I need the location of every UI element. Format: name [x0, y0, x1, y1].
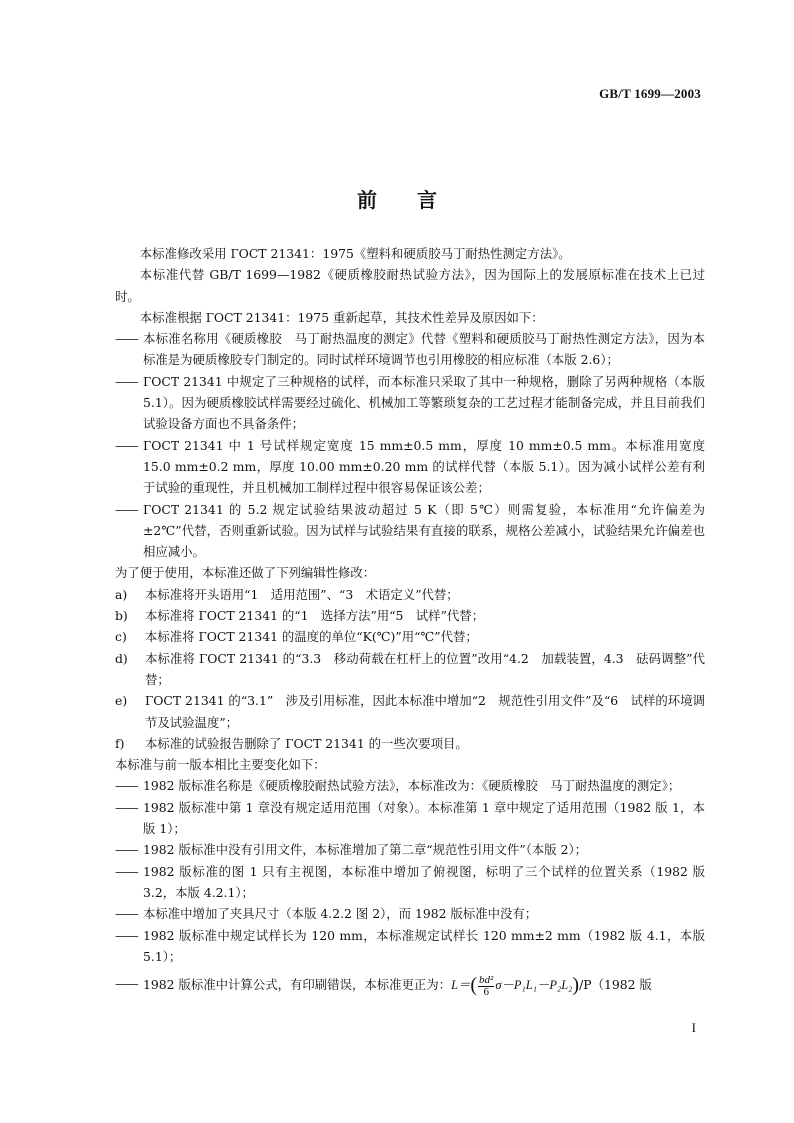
- change-item: —— 1982 版标准名称是《硬质橡胶耐热试验方法》，本标准改为：《硬质橡胶 马丁耐热温度的测定》；: [115, 778, 681, 794]
- paragraph-adoption: 本标准修改采用 ГОСТ 21341：1975《塑料和硬质胶马丁耐热性测定方法》。: [139, 246, 571, 261]
- paragraph-differences-intro: 本标准根据 ГОСТ 21341：1975 重新起草，其技术性差异及原因如下：: [139, 309, 544, 325]
- formula-tail: /P（1982 版: [579, 977, 652, 993]
- editorial-item: e) ГОСТ 21341 的“3.1” 涉及引用标准，因此本标准中增加“2 规范性引用文件”及“6 试样的环境调节及试验温度”；: [115, 693, 705, 730]
- formula: L＝( $\frac{\text{bd²}}{6}$ σ－P₁L₁－P₂L₂): [451, 973, 580, 998]
- difference-item: —— ГОСТ 21341 的 5.2 规定试验结果波动超过 5 K（即 5℃）则需复验，本标准用“允许偏差为±2℃”代替，否则重新试验。因为试样与试验结果有直接的联系，规格公差减小，试验结果允许偏差也相应减小。: [115, 501, 705, 560]
- formula-change-item: —— 1982 版标准中计算公式，有印刷错误，本标准更正为：L＝( $\frac{\text{bd²}}{6}$ σ－P₁L₁－P₂L₂)/P（1982 版: [115, 973, 652, 998]
- change-item: —— 1982 版标准中规定试样长为 120 mm，本标准规定试样长 120 mm±2 mm（1982 版 4.1，本版 5.1）；: [115, 927, 705, 964]
- formula-rest: σ－P₁L₁－P₂L₂: [495, 978, 573, 993]
- page-number: I: [691, 1020, 696, 1035]
- foreword-body: [115, 243, 705, 998]
- editorial-item: b) 本标准将 ГОСТ 21341 的“1 选择方法”用“5 试样”代替；: [115, 608, 485, 624]
- difference-item: —— ГОСТ 21341 中 1 号试样规定宽度 15 mm±0.5 mm，厚度 10 mm±0.5 mm。本标准用宽度 15.0 mm±0.2 mm，厚度 10.00 mm±0.20 mm 的试样代替（本版 5.1）。因为减小试样公差有利于试验的重现性，并且机械加工制样过程中很容易保证该公差；: [115, 437, 705, 496]
- formula-prefix: 1982 版标准中计算公式，有印刷错误，本标准更正为：: [143, 977, 452, 993]
- editorial-item: d) 本标准将 ГОСТ 21341 的“3.3 移动荷载在杠杆上的位置”改用“4.2 加载装置，4.3 砝码调整”代替；: [115, 650, 705, 687]
- changes-intro: 本标准与前一版本相比主要变化如下：: [115, 757, 326, 773]
- formula-lhs: L＝: [451, 978, 471, 993]
- standard-number: GB/T 1699—2003: [599, 86, 701, 101]
- editorial-intro: 为了便于使用，本标准还做了下列编辑性修改：: [115, 565, 376, 581]
- paragraph-replacement: 本标准代替 GB/T 1699—1982《硬质橡胶耐热试验方法》，因为国际上的发展原标准在技术上已过时。: [115, 267, 705, 304]
- formula-numerator: bd²: [479, 973, 494, 986]
- formula-fraction: [478, 975, 494, 998]
- editorial-item: f) 本标准的试验报告删除了 ГОСТ 21341 的一些次要项目。: [115, 735, 468, 751]
- editorial-item: c) 本标准将 ГОСТ 21341 的温度的单位“K(℃)”用“℃”代替；: [115, 629, 478, 645]
- page-title: 前言: [357, 188, 477, 212]
- difference-item: —— 本标准名称用《硬质橡胶 马丁耐热温度的测定》代替《塑料和硬质胶马丁耐热性测定方法》，因为本标准是为硬质橡胶专门制定的。同时试样环境调节也引用橡胶的相应标准（本版 2.6）；: [115, 331, 705, 368]
- change-item: —— 本标准中增加了夹具尺寸（本版 4.2.2 图 2），而 1982 版标准中没有；: [115, 906, 538, 922]
- difference-item: —— ГОСТ 21341 中规定了三种规格的试样，而本标准只采取了其中一种规格，删除了另两种规格（本版 5.1）。因为硬质橡胶试样需要经过硫化、机械加工等繁琐复杂的工艺过程才能制备完成，并且目前我们试验设备方面也不具备条件；: [115, 373, 705, 432]
- change-item: —— 1982 版标准中没有引用文件，本标准增加了第二章“规范性引用文件”（本版 2）；: [115, 842, 588, 858]
- change-item: —— 1982 版标准的图 1 只有主视图，本标准中增加了俯视图，标明了三个试样的位置关系（1982 版 3.2，本版 4.2.1）；: [115, 863, 705, 900]
- formula-denominator: 6: [483, 985, 489, 998]
- change-item: —— 1982 版标准中第 1 章没有规定适用范围（对象）。本标准第 1 章中规定了适用范围（1982 版 1，本版 1）；: [115, 799, 705, 837]
- editorial-item: a) 本标准将开头语用“1 适用范围”、“3 术语定义”代替；: [115, 586, 459, 602]
